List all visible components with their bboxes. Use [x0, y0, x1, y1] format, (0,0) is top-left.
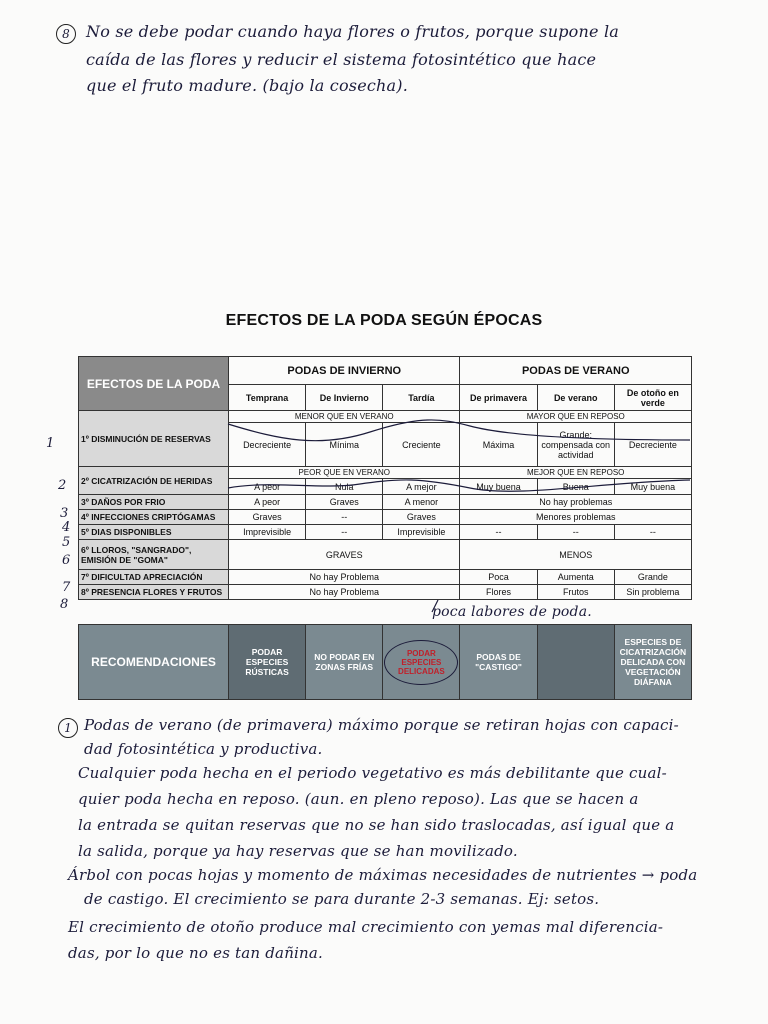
row1-note-winter: MENOR QUE EN VERANO — [229, 411, 460, 423]
note-number-circle: 8 — [56, 24, 76, 44]
table-cell: A peor — [229, 479, 306, 495]
bottom-note-line-5: la entrada se quitan reservas que no se han sido traslocadas, así igual que a — [78, 816, 675, 834]
table-cell: Aumenta — [537, 570, 614, 585]
rec-cell-castigo: PODAS DE "CASTIGO" — [460, 625, 537, 700]
margin-number-7: 7 — [62, 580, 71, 595]
winter-group-header: PODAS DE INVIERNO — [229, 357, 460, 385]
margin-number-1: 1 — [46, 436, 55, 451]
row-label-reservas: 1º DISMINUCIÓN DE RESERVAS — [79, 411, 229, 467]
table-corner-header: EFECTOS DE LA PODA — [79, 357, 229, 411]
table-cell: Muy buena — [460, 479, 537, 495]
summer-group-header: PODAS DE VERANO — [460, 357, 692, 385]
table-cell: Decreciente — [614, 423, 691, 467]
table-cell: Imprevisible — [229, 525, 306, 540]
col-invierno: De Invierno — [306, 385, 383, 411]
bottom-note-line-9: El crecimiento de otoño produce mal crecimiento con yemas mal diferencia- — [68, 918, 664, 936]
rec-cell-zonas-frias: NO PODAR EN ZONAS FRÍAS — [306, 625, 383, 700]
table-cell: No hay Problema — [229, 585, 460, 600]
margin-number-2: 2 — [58, 478, 67, 493]
table-cell: Graves — [383, 510, 460, 525]
table-cell: Flores — [460, 585, 537, 600]
row-label-infecciones: 4º INFECCIONES CRIPTÓGAMAS — [79, 510, 229, 525]
bottom-note-line-10: das, por lo que no es tan dañina. — [68, 944, 324, 962]
row-label-flores: 8º PRESENCIA FLORES Y FRUTOS — [79, 585, 229, 600]
table-cell: Grande — [614, 570, 691, 585]
col-otono: De otoño en verde — [614, 385, 691, 411]
table-cell: Graves — [229, 510, 306, 525]
table-cell: Mínima — [306, 423, 383, 467]
table-cell: -- — [460, 525, 537, 540]
table-cell: Nula — [306, 479, 383, 495]
top-note-line-3: que el fruto madure. (bajo la cosecha). — [86, 76, 408, 95]
table-cell: Poca — [460, 570, 537, 585]
table-cell: -- — [614, 525, 691, 540]
margin-number-6: 6 — [62, 553, 71, 568]
bottom-note-number-circle: 1 — [58, 718, 78, 738]
rec-cell-rusticas: PODAR ESPECIES RÚSTICAS — [229, 625, 306, 700]
table-cell: Imprevisible — [383, 525, 460, 540]
col-primavera: De primavera — [460, 385, 537, 411]
table-cell: Decreciente — [229, 423, 306, 467]
row2-note-summer: MEJOR QUE EN REPOSO — [460, 467, 692, 479]
table-cell: GRAVES — [229, 540, 460, 570]
table-cell: -- — [306, 525, 383, 540]
row-label-apreciacion: 7º DIFICULTAD APRECIACIÓN — [79, 570, 229, 585]
bottom-note-line-3: Cualquier poda hecha en el periodo vegetativo es más debilitante que cual- — [78, 764, 667, 782]
table-cell: Graves — [306, 495, 383, 510]
table-cell: Creciente — [383, 423, 460, 467]
table-cell: -- — [537, 525, 614, 540]
row-label-dias: 5º DIAS DISPONIBLES — [79, 525, 229, 540]
stamp-text: PODAR ESPECIES DELICADAS — [384, 640, 458, 685]
rec-cell-delicadas — [383, 625, 460, 700]
row2-note-winter: PEOR QUE EN VERANO — [229, 467, 460, 479]
table-cell: A menor — [383, 495, 460, 510]
table-cell: A peor — [229, 495, 306, 510]
col-verano: De verano — [537, 385, 614, 411]
bottom-note-line-6: la salida, porque ya hay reservas que se han movilizado. — [78, 842, 518, 860]
row-label-cicatrizacion: 2º CICATRIZACIÓN DE HERIDAS — [79, 467, 229, 495]
row-label-frio: 3º DAÑOS POR FRIO — [79, 495, 229, 510]
margin-number-5: 5 — [62, 535, 71, 550]
margin-number-8: 8 — [60, 597, 69, 612]
bottom-note-line-7: Árbol con pocas hojas y momento de máximas necesidades de nutrientes → poda — [68, 866, 698, 884]
bottom-note-line-2: dad fotosintética y productiva. — [84, 740, 323, 758]
recommendations-table — [78, 624, 692, 700]
recommendations-label: RECOMENDACIONES — [79, 625, 229, 700]
bottom-note-line-1: Podas de verano (de primavera) máximo porque se retiran hojas con capaci- — [84, 716, 679, 734]
table-cell: -- — [306, 510, 383, 525]
table-cell: MENOS — [460, 540, 692, 570]
table-cell: A mejor — [383, 479, 460, 495]
table-cell: No hay Problema — [229, 570, 460, 585]
table-cell: Muy buena — [614, 479, 691, 495]
rec-cell-empty — [537, 625, 614, 700]
table-cell: Buena — [537, 479, 614, 495]
table-cell: Sin problema — [614, 585, 691, 600]
pruning-effects-table — [78, 356, 692, 600]
table-cell: No hay problemas — [460, 495, 692, 510]
top-note-line-2: caída de las flores y reducir el sistema fotosintético que hace — [86, 50, 597, 69]
table-cell: Frutos — [537, 585, 614, 600]
table-cell: Máxima — [460, 423, 537, 467]
table-cell: Grande: compensada con actividad — [537, 423, 614, 467]
rec-cell-cicatrizacion: ESPECIES DE CICATRIZACIÓN DELICADA CON VEGETACIÓN DIÁFANA — [614, 625, 691, 700]
bottom-note-line-4: quier poda hecha en reposo. (aun. en pleno reposo). Las que se hacen a — [78, 790, 639, 808]
row1-note-summer: MAYOR QUE EN REPOSO — [460, 411, 692, 423]
top-note-line-1: No se debe podar cuando haya flores o frutos, porque supone la — [86, 22, 620, 41]
margin-number-3: 3 — [60, 506, 69, 521]
page-title: EFECTOS DE LA PODA SEGÚN ÉPOCAS — [225, 312, 543, 329]
bottom-note-line-8: de castigo. El crecimiento se para durante 2-3 semanas. Ej: setos. — [84, 890, 600, 908]
col-temprana: Temprana — [229, 385, 306, 411]
side-note: poca labores de poda. — [432, 604, 592, 620]
row-label-lloros: 6º LLOROS, "SANGRADO", EMISIÓN DE "GOMA" — [79, 540, 229, 570]
col-tardia: Tardía — [383, 385, 460, 411]
margin-number-4: 4 — [62, 520, 71, 535]
table-cell: Menores problemas — [460, 510, 692, 525]
